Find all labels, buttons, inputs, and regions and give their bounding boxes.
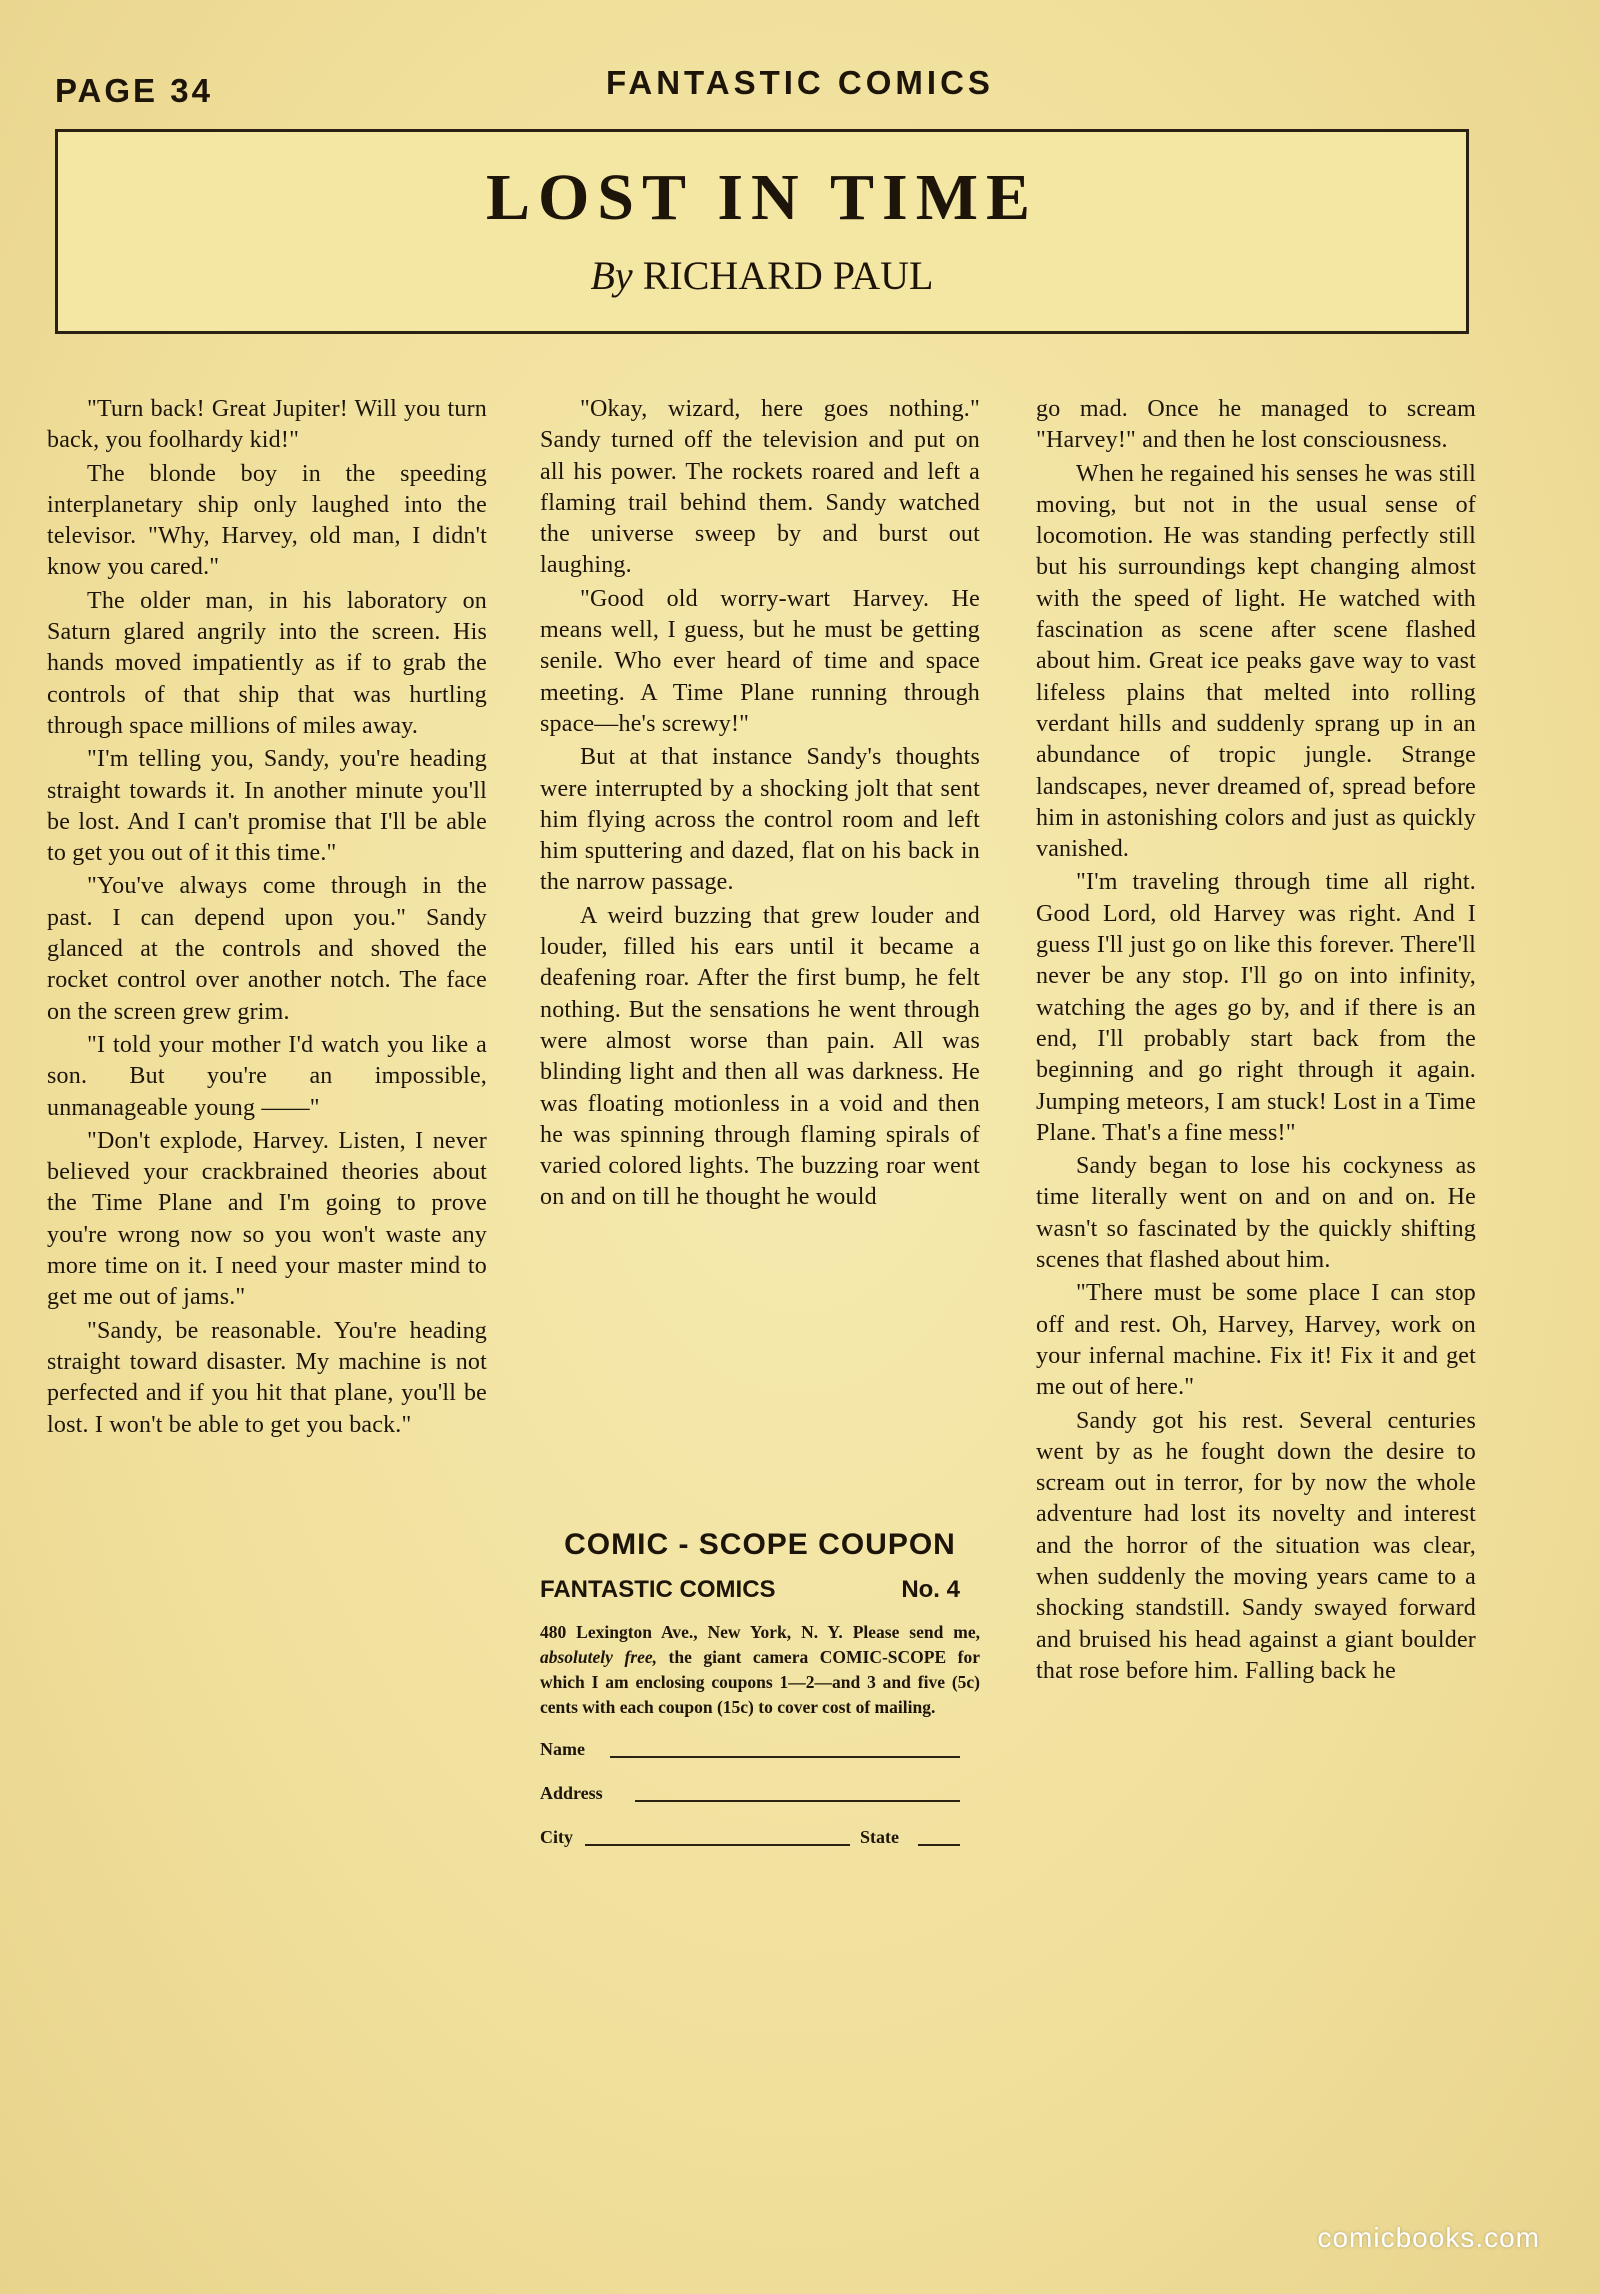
story-author: RICHARD PAUL [642,253,934,298]
paragraph: "I'm telling you, Sandy, you're heading straight towards it. In another minute you'll be lost. And I can't promise that I'll be able to get you out of it this time." [47,746,487,867]
magazine-name: FANTASTIC COMICS [606,64,994,101]
story-title-box [55,129,1469,334]
text-column-1 [47,394,487,1443]
running-head [55,62,1545,112]
coupon-issue-row [540,1576,980,1610]
coupon-city-state-field[interactable] [540,1822,980,1852]
paragraph: "There must be some place I can stop off and rest. Oh, Harvey, Harvey, work on your infernal machine. Fix it! Fix it and get me out of here." [1036,1280,1476,1401]
coupon-body-text: the giant camera COMIC-SCOPE for which I am enclosing coupons 1—2—and 3 and five (5c) cents with each coupon (15c) to cover cost of mailing. [540,1647,980,1717]
paragraph: "I'm traveling through time all right. Good Lord, old Harvey was right. And I guess I'll just go on like this forever. There'll never be any stop. I'll go on into infinity, watching the ages go by, and if there is an end, I'll probably start back from the beginning and go right through it again. Jumping meteors, I am stuck! Lost in a Time Plane. That's a fine mess!" [1036,869,1476,1146]
state-label: State [860,1827,899,1847]
text-column-3 [1036,394,1476,1689]
comic-scope-coupon [540,1528,980,1988]
paragraph: When he regained his senses he was still moving, but not in the usual sense of locomotion. He was standing perfectly still but his surroundings kept changing almost with the speed of light. He watched with fascination as scene after scene flashed about him. Great ice peaks gave way to vast lifeless plains that melted into rolling verdant hills and suddenly sprang up in an abundance of tropic jungle. Strange landscapes, never dreamed of, spread before him in astonishing colors and just as quickly vanished. [1036,460,1476,863]
coupon-body-text: 480 Lexington Ave., New York, N. Y. Please send me, [540,1622,980,1642]
paragraph: The blonde boy in the speeding interplanetary ship only laughed into the televisor. "Why, Harvey, old man, I didn't know you cared." [47,460,487,581]
paragraph: go mad. Once he managed to scream "Harvey!" and then he lost consciousness. [1036,396,1476,454]
story-byline [58,252,1466,299]
paragraph: "Good old worry-wart Harvey. He means well, I guess, but he must be getting senile. Who ever heard of time and space meeting. A Time Plane running through space—he's screwy!" [540,585,980,737]
coupon-title: COMIC - SCOPE COUPON [564,1528,956,1561]
paragraph: "Okay, wizard, here goes nothing." Sandy turned off the television and put on all his power. The rockets roared and left a flaming trail behind them. Sandy watched the universe sweep by and burst out laughing. [540,396,980,579]
site-watermark: comicbooks.com [1317,2222,1540,2253]
paragraph: "Don't explode, Harvey. Listen, I never believed your crackbrained theories about the Time Plane and I'm going to prove you're wrong now so you won't waste any more time on it. I need your master mind to get me out of jams." [47,1127,487,1311]
paragraph: Sandy began to lose his cockyness as time literally went on and on and on. He wasn't so fascinated by the quickly shifting scenes that flashed about him. [1036,1153,1476,1274]
state-line [918,1844,960,1846]
coupon-issue-number: No. 4 [901,1576,960,1603]
name-line [610,1756,960,1758]
coupon-address-field[interactable] [540,1778,980,1808]
paragraph: "I told your mother I'd watch you like a son. But you're an impossible, unmanageable young ——" [47,1031,487,1121]
paragraph: "Turn back! Great Jupiter! Will you turn back, you foolhardy kid!" [47,396,487,454]
paragraph: "Sandy, be reasonable. You're heading straight toward disaster. My machine is not perfected and if you hit that plane, you'll be lost. I won't be able to get you back." [47,1317,487,1438]
address-line [635,1800,960,1802]
coupon-magazine: FANTASTIC COMICS [540,1576,776,1603]
text-column-2 [540,394,980,1216]
paragraph: Sandy got his rest. Several centuries went by as he fought down the desire to scream out in terror, for by now the whole adventure had lost its novelty and interest and the horror of the situation was clear, when suddenly the moving years came to a shocking standstill. Sandy swayed forward and bruised his head against a giant boulder that rose before him. Falling back he [1036,1407,1476,1684]
byline-prefix: By [590,253,633,298]
city-label: City [540,1827,573,1847]
coupon-body [540,1620,980,1720]
paragraph: "You've always come through in the past. I can depend upon you." Sandy glanced at the controls and shoved the rocket control over another notch. The face on the screen grew grim. [47,873,487,1025]
coupon-name-field[interactable] [540,1734,980,1764]
name-label: Name [540,1739,585,1759]
page-number: PAGE 34 [55,72,213,109]
paragraph: But at that instance Sandy's thoughts were interrupted by a shocking jolt that sent him flying across the control room and left him sputtering and dazed, flat on his back in the narrow passage. [540,744,980,896]
coupon-body-emphasis: absolutely free, [540,1647,657,1667]
paragraph: The older man, in his laboratory on Saturn glared angrily into the screen. His hands moved impatiently as if to grab the controls of that ship that was hurtling through space millions of miles away. [47,587,487,739]
story-title: LOST IN TIME [485,161,1039,234]
address-label: Address [540,1783,603,1803]
paragraph: A weird buzzing that grew louder and louder, filled his ears until it became a deafening roar. After the first bump, he felt nothing. But the sensations he went through were almost worse than pain. All was blinding light and then all was darkness. He was floating motionless in a void and then he was spinning through flaming spirals of varied colored lights. The buzzing roar went on and on till he thought he would [540,902,980,1211]
city-line [585,1844,850,1846]
